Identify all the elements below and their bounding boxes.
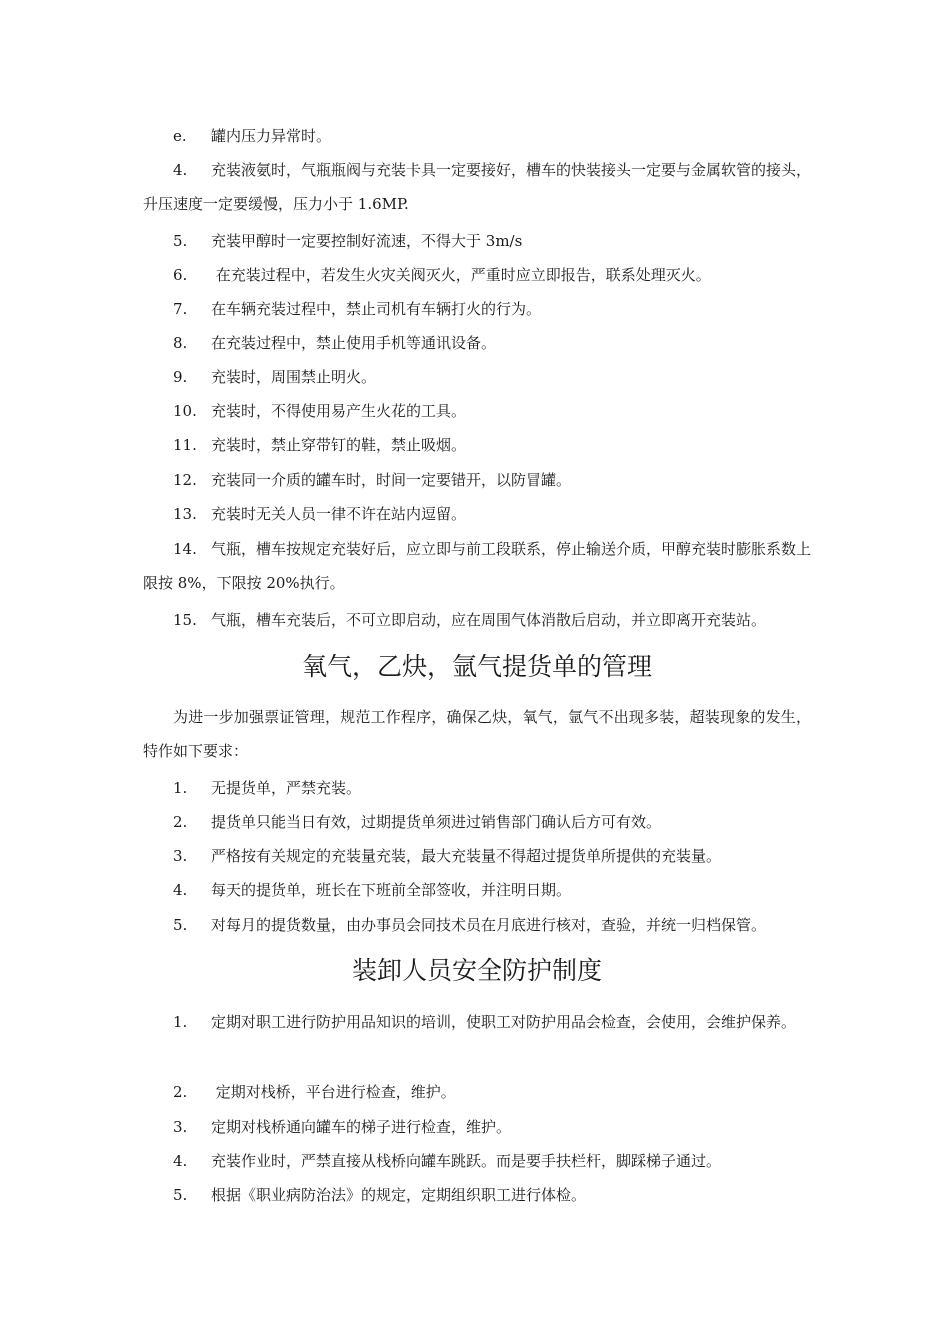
list-item [143, 326, 811, 360]
list-item-text: 罐内压力异常时。 [211, 127, 332, 145]
list-item-number: 13. [173, 505, 197, 523]
section-title: 氧气，乙炔，氩气提货单的管理 [301, 652, 652, 681]
list-item-text: 充装液氨时，气瓶瓶阀与充装卡具一定要接好，槽车的快装接头一定要与金属软管的接头，升压速度一定要缓慢，压力小于 1.6MP. [143, 161, 812, 213]
list-item-number: 1. [173, 779, 188, 797]
list-item-text: 每天的提货单，班长在下班前全部签收，并注明日期。 [211, 881, 572, 899]
list-item [143, 873, 811, 907]
list-item-text: 在充装过程中，若发生火灾关阀灭火，严重时应立即报告，联系处理灭火。 [211, 266, 711, 284]
list-item-text: 严格按有关规定的充装量充装，最大充装量不得超过提货单所提供的充装量。 [211, 847, 722, 865]
list-item-number: 3. [173, 1118, 188, 1136]
list-item [143, 1075, 811, 1109]
list-item-text: 定期对职工进行防护用品知识的培训，使职工对防护用品会检查，会使用，会维护保养。 [211, 1013, 797, 1031]
list-item [143, 771, 811, 805]
list-item-text: 无提货单，严禁充装。 [211, 779, 362, 797]
list-item [143, 497, 811, 531]
list-item [143, 428, 811, 462]
list-item-number: 5. [173, 232, 188, 250]
list-item-number: 14. [173, 540, 197, 558]
list-item-text: 在充装过程中，禁止使用手机等通讯设备。 [211, 334, 497, 352]
section-title: 装卸人员安全防护制度 [351, 956, 602, 985]
list-item-text: 对每月的提货数量，由办事员会同技术员在月底进行核对，查验，并统一归档保管。 [211, 916, 767, 934]
list-item [143, 1178, 811, 1212]
list-item [143, 1144, 811, 1178]
list-item [143, 603, 811, 637]
list-item [143, 908, 811, 942]
list-item-number: 2. [173, 1083, 188, 1101]
list-item [143, 1005, 811, 1039]
list-item [143, 839, 811, 873]
list-item-number: 6. [173, 266, 188, 284]
list-item-number: 8. [173, 334, 188, 352]
list-item-number: 2. [173, 813, 188, 831]
list-item-text: 气瓶，槽车充装后，不可立即启动，应在周围气体消散后启动，并立即离开充装站。 [211, 611, 767, 629]
list-item [143, 360, 811, 394]
list-item-text: 气瓶，槽车按规定充装好后，应立即与前工段联系，停止输送介质，甲醇充装时膨胀系数上限按 8%，下限按 20%执行。 [143, 540, 812, 592]
list-item-text: 充装时无关人员一律不许在站内逗留。 [211, 505, 467, 523]
list-item [143, 463, 811, 497]
list-item-text: 充装时，周围禁止明火。 [211, 368, 377, 386]
list-item-number: 5. [173, 916, 188, 934]
list-item [143, 224, 811, 258]
list-item-text: 根据《职业病防治法》的规定，定期组织职工进行体检。 [211, 1186, 587, 1204]
list-item-text: 充装时，禁止穿带钉的鞋，禁止吸烟。 [211, 436, 467, 454]
list-item [143, 532, 811, 600]
list-item [143, 119, 811, 153]
list-item-number: 1. [173, 1013, 188, 1031]
list-item-number: 4. [173, 1152, 188, 1170]
list-item-number: e. [173, 127, 187, 145]
list-item-text: 充装同一介质的罐车时，时间一定要错开，以防冒罐。 [211, 471, 572, 489]
list-item [143, 1110, 811, 1144]
list-item-number: 3. [173, 847, 188, 865]
list-item-text: 充装作业时，严禁直接从栈桥向罐车跳跃。而是要手扶栏杆，脚踩梯子通过。 [211, 1152, 722, 1170]
list-item [143, 805, 811, 839]
list-item-text: 充装时，不得使用易产生火花的工具。 [211, 402, 467, 420]
list-item [143, 153, 811, 221]
list-item-number: 12. [173, 471, 197, 489]
list-item [143, 394, 811, 428]
list-item-text: 提货单只能当日有效，过期提货单须进过销售部门确认后方可有效。 [211, 813, 662, 831]
list-item-text: 充装甲醇时一定要控制好流速，不得大于 3m/s [211, 232, 523, 250]
list-item-number: 11. [173, 436, 197, 454]
list-item-number: 9. [173, 368, 188, 386]
list-item-number: 10. [173, 402, 197, 420]
list-item-text: 定期对栈桥通向罐车的梯子进行检查，维护。 [211, 1118, 512, 1136]
intro-paragraph: 为进一步加强票证管理，规范工作程序，确保乙炔，氧气，氩气不出现多装，超装现象的发生，特作如下要求： [143, 708, 811, 760]
list-item [143, 258, 811, 292]
list-item-number: 15. [173, 611, 197, 629]
list-item-number: 4. [173, 161, 188, 179]
list-item-number: 7. [173, 300, 188, 318]
list-item-number: 5. [173, 1186, 188, 1204]
list-item [143, 292, 811, 326]
list-item-number: 4. [173, 881, 188, 899]
list-item-text: 在车辆充装过程中，禁止司机有车辆打火的行为。 [211, 300, 542, 318]
list-item-text: 定期对栈桥，平台进行检查，维护。 [211, 1083, 456, 1101]
